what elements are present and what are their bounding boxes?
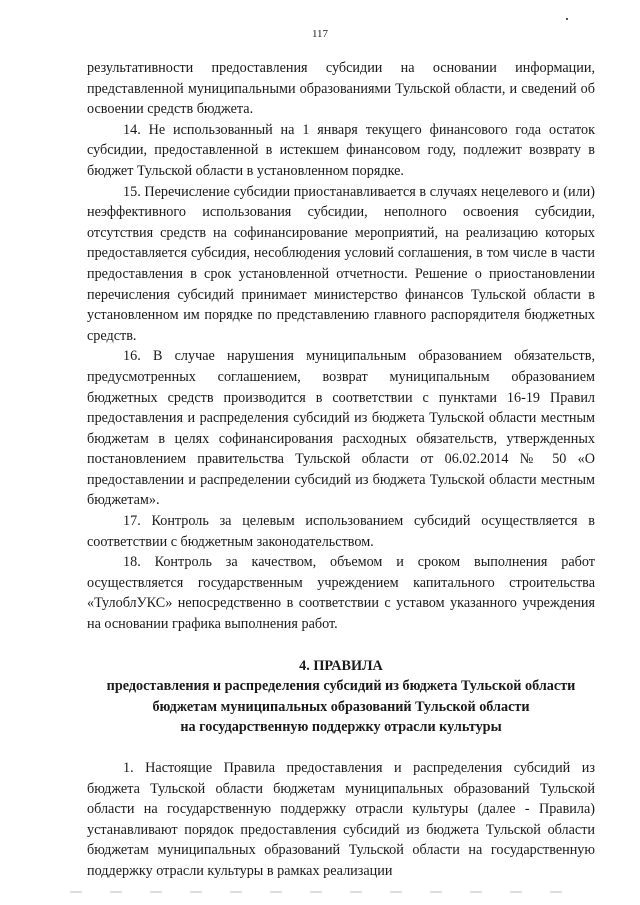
paragraph-16: 16. В случае нарушения муниципальным образованием обязательств, предусмотренных соглашением, возврат муниципальным образованием бюджетных средств производится в соответствии с пунктами 16-19 Правил предоставления и распределения субсидий из бюджета Тульской области местным бюджетам в целях софинансирования расходных обязательств, утвержденных постановлением правительства Тульской области от 06.02.2014 № 50 «О предоставлении и распределении субсидий из бюджета Тульской области местным бюджетам».	[87, 348, 595, 509]
paragraph-15: 15. Перечисление субсидии приостанавливается в случаях нецелевого и (или) неэффективного использования субсидии, неполного освоения субсидии, отсутствия средств на софинансирование мероприятий, на реализацию которых предоставляется субсидия, несоблюдения условий соглашения, в том числе в части предоставления в срок установленной отчетности. Решение о приостановлении перечисления субсидий принимает министерство финансов Тульской области в установленном им порядке по представлению главного распорядителя бюджетных средств.	[87, 183, 595, 344]
section-number: 4. ПРАВИЛА	[299, 657, 383, 674]
paragraph-14: 14. Не использованный на 1 января текущего финансового года остаток субсидии, предоставленной в истекшем финансовом году, подлежит возврату в бюджет Тульской области в установленном порядке.	[87, 121, 595, 179]
paragraph-17: 17. Контроль за целевым использованием субсидий осуществляется в соответствии с бюджетным законодательством.	[87, 513, 595, 550]
spacer	[87, 738, 595, 758]
paragraph-continuation: результативности предоставления субсидии на основании информации, представленной муниципальными образованиями Тульской области, и сведений об освоении средств бюджета.	[87, 60, 595, 118]
scan-dot	[566, 18, 568, 20]
document-body	[87, 58, 595, 882]
section-heading	[87, 656, 595, 738]
section-title-line-3: на государственную поддержку отрасли культуры	[180, 719, 502, 736]
section-title-line-1: предоставления и распределения субсидий из бюджета Тульской области	[106, 678, 576, 695]
scan-footer-noise	[70, 891, 590, 893]
page-number: 117	[311, 28, 329, 40]
section-paragraph-1: 1. Настоящие Правила предоставления и распределения субсидий из бюджета Тульской области бюджетам муниципальных образований Тульской области на государственную поддержку отрасли культуры (далее - Правила) устанавливают порядок предоставления субсидий из бюджета Тульской области бюджетам муниципальных образований Тульской области на государственную поддержку отрасли культуры в рамках реализации	[87, 760, 595, 879]
section-title-line-2: бюджетам муниципальных образований Тульской области	[152, 698, 530, 715]
paragraph-18: 18. Контроль за качеством, объемом и сроком выполнения работ осуществляется государственным учреждением капитального строительства «ТулоблУКС» непосредственно в соответствии с уставом указанного учреждения на основании графика выполнения работ.	[87, 554, 595, 633]
